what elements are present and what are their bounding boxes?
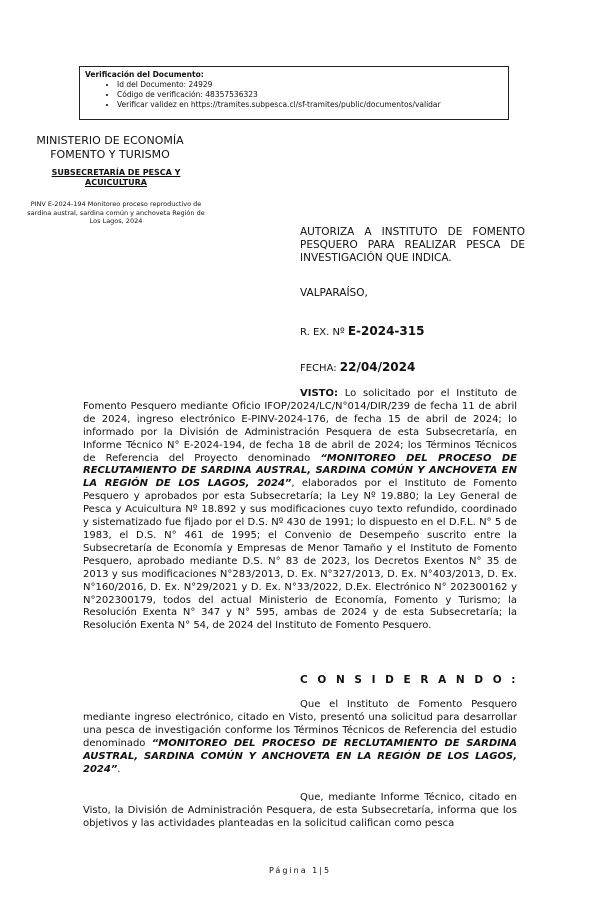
verification-code: • Código de verificación: 48357536323	[117, 90, 503, 100]
resolution-date	[300, 360, 415, 374]
ministry-line-1: MINISTERIO DE ECONOMÍA	[36, 134, 184, 147]
considerando-p1-end: .	[117, 763, 121, 775]
reference-text: PINV E-2024-194 Monitoreo proceso reproductivo de sardina austral, sardina común y anchoveta Región de Los Lagos, 2024	[27, 200, 205, 225]
visto-text-1: Lo solicitado por el Instituto de Fomento Pesquero mediante Oficio IFOP/2024/LC/N°014/DIR/239 de fecha 11 de abril de 2024, ingreso electrónico E-PINV-2024-176, de fecha 15 de abril de 2024; lo informado por la División de Administración Pesquera de esta Subsecretaría, en Informe Técnico N° E-2024-194, de fecha 18 de abril de 2024; los Términos Técnicos de Referencia del Proyecto denominado	[83, 388, 517, 464]
subsecretaria-name	[26, 168, 206, 188]
resolution-number	[300, 324, 424, 338]
verification-url[interactable]: • Verificar validez en https://tramites.subpesca.cl/sf-tramites/public/documentos/validar	[117, 100, 503, 110]
subsecretaria-line-1: SUBSECRETARÍA DE PESCA Y	[51, 168, 181, 177]
resolution-title: AUTORIZA A INSTITUTO DE FOMENTO PESQUERO PARA REALIZAR PESCA DE INVESTIGACIÓN QUE INDICA.	[300, 226, 525, 264]
rex-label: R. EX. Nº	[300, 327, 348, 338]
visto-paragraph	[83, 388, 517, 633]
visto-label: VISTO:	[300, 388, 338, 399]
fecha-label: FECHA:	[300, 363, 340, 374]
visto-project-name: “MONITOREO DEL PROCESO DE RECLUTAMIENTO DE SARDINA AUSTRAL, SARDINA COMÚN Y ANCHOVETA EN LA REGIÓN DE LOS LAGOS, 2024”	[83, 452, 517, 490]
ministry-name	[30, 134, 190, 162]
visto-text-2: , elaborados por el Instituto de Fomento Pesquero y aprobados por esta Subsecretaría; la Ley Nº 19.880; la Ley General de Pesca y Acuicultura Nº 18.892 y sus modificaciones cuyo texto refundido, coordinado y sistematizado fue fijado por el D.S. Nº 430 de 1991; lo dispuesto en el D.F.L. N° 5 de 1983, el D.S. N° 461 de 1995; el Convenio de Desempeño suscrito entre la Subsecretaría de Economía y Empresas de Menor Tamaño y el Instituto de Fomento Pesquero, aprobado mediante D.S. N° 83 de 2023, los Decretos Exentos N° 35 de 2013 y sus modificaciones N°283/2013, D. Ex. N°327/2013, D. Ex. N°403/2013, D. Ex. N°160/2016, D. Ex. N°29/2021 y D. Ex. N°33/2022, D.Ex. Electrónico N° 202300162 y N°202300179, todos del actual Ministerio de Economía, Fomento y Turismo; la Resolución Exenta N° 347 y N° 595, ambas de 2024 y de esta Subsecretaría; la Resolución Exenta N° 54, de 2024 del Instituto de Fomento Pesquero.	[83, 478, 518, 632]
considerando-p1-project: “MONITOREO DEL PROCESO DE RECLUTAMIENTO DE SARDINA AUSTRAL, SARDINA COMÚN Y ANCHOVETA EN LA REGIÓN DE LOS LAGOS, 2024”	[83, 737, 517, 775]
verification-doc-id: • Id del Documento: 24929	[117, 80, 503, 90]
subsecretaria-line-2: ACUICULTURA	[85, 178, 147, 187]
rex-number: E-2024-315	[347, 324, 425, 338]
page-number: Página 1|5	[268, 866, 332, 875]
verification-title: Verificación del Documento:	[85, 70, 204, 79]
verification-list	[85, 80, 503, 110]
considerando-paragraph-2: Que, mediante Informe Técnico, citado en Visto, la División de Administración Pesquera, de esta Subsecretaría, informa que los objetivos y las actividades planteadas en la solicitud califican como pesca	[83, 792, 517, 829]
considerando-p1-text: Que el Instituto de Fomento Pesquero mediante ingreso electrónico, citado en Visto, presentó una solicitud para desarrollar una pesca de investigación conforme los Términos Técnicos de Referencia del estudio denominado	[83, 699, 517, 749]
considerando-paragraph-1	[83, 699, 517, 776]
ministry-line-2: FOMENTO Y TURISMO	[50, 148, 170, 161]
verification-box	[79, 66, 509, 120]
considerando-heading: C O N S I D E R A N D O :	[300, 674, 519, 686]
fecha-value: 22/04/2024	[339, 360, 416, 374]
place: VALPARAÍSO,	[300, 287, 368, 299]
